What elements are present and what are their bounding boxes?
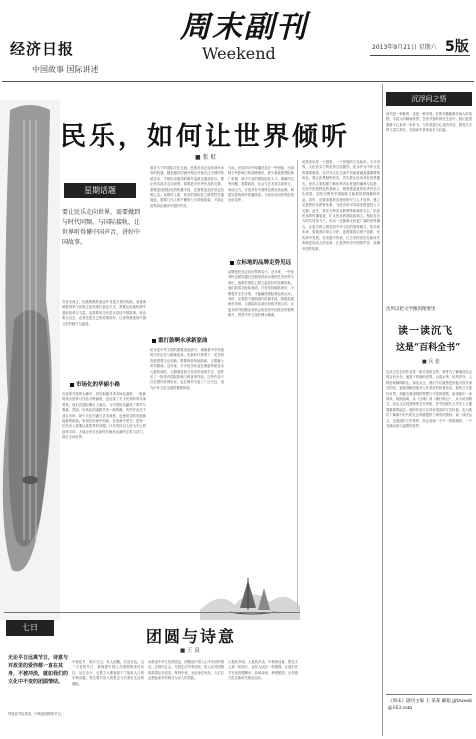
bottom-divider <box>4 612 300 613</box>
section-subtitle: Weekend <box>202 44 276 63</box>
bottom-author-name: 王 泉 <box>186 648 200 654</box>
column-divider-1 <box>297 160 298 610</box>
masthead-rule <box>370 55 470 56</box>
main-author <box>195 152 217 161</box>
pipa-illustration <box>0 100 60 620</box>
sidebar-divider <box>382 84 383 736</box>
subhead-marker <box>230 261 234 265</box>
header-divider <box>2 81 474 82</box>
masthead <box>0 0 476 82</box>
bottom-column-tag-label: 七日 <box>22 623 38 632</box>
bottom-headline: 团圆与诗意 <box>146 627 237 646</box>
sidebar-quote-intro: 沈所以把文学搬到理要里： <box>386 307 440 312</box>
paper-name: 经济日报 <box>10 40 75 58</box>
subhead-2-text: 重打鼓啊永承新家曲 <box>158 338 208 344</box>
body-column-1b: 在改革开放的大潮中，民乐积极寻求市场化道路，一批新的演出团体与作品不断涌现，也出现了不少优秀的青年演奏家。他们在国际舞台上演出，为中国民乐赢得了掌声与尊重。然而，市场化的道路并非一帆风顺，有些作品过于迎合市场，缺少文化内涵与艺术深度，也使民乐的发展面临新的挑战。如何在传承中创新，在创新中坚守，是每一位民乐人需要认真思考的问题。只有坚持以人民为中心的创作导向，才能让民乐在新时代焕发出新的生机与活力，真正走向世界。 <box>62 392 146 440</box>
subhead-3 <box>230 258 291 266</box>
author-mark: ■ <box>195 154 203 161</box>
bottom-lead: 无论平日远离节日，诗意与对故里的爱你都一直在其身，不被冲淡，就如我们的文化中不变的团圆情结。 <box>8 655 68 685</box>
subhead-marker <box>152 339 156 343</box>
bottom-author <box>180 646 200 654</box>
subhead-marker <box>70 383 74 387</box>
issue-date: 2013年9月21日 星期六 <box>372 44 437 51</box>
section-title: 周末副刊 <box>180 10 308 45</box>
subhead-2 <box>152 336 208 344</box>
landscape-illustration <box>200 560 300 620</box>
sidebar-author-name: 兵 张 <box>428 359 440 365</box>
sidebar-body-1: 读书是一种修养，也是一种享受。好的书籍能够开阔人的视野，丰富人的精神世界。在快节奏的现代生活中，我们更需要静下心来读一本好书，与作者进行心灵的对话，感受文字的力量与美好，在阅读中获得成长与启迪。 <box>386 112 472 133</box>
page-number: 5版 <box>445 39 469 55</box>
sidebar-editor-note: 《周末》副刊主编 王 某某 邮箱 jjrbweek@163.com <box>388 699 472 711</box>
subhead-3-text: 立标地的品牌走势见远 <box>236 260 292 266</box>
main-lead: 要让民乐走向世界，需要做到与时代同频，与国际接轨，让世界听得懂中国声音，讲好中国故事。 <box>62 209 141 246</box>
main-headline: 民乐，如何让世界倾听 <box>60 122 351 152</box>
body-column-4: 民族音乐是一个国家、一个民族的文化标识。当今世界，文化软实力的竞争日趋激烈，民乐作为中华文化的重要载体，在对外文化交流中扮演着越来越重要的角色。要让世界倾听民乐，首先要让民乐具有世界眼光。民乐人要积极了解世界音乐发展的潮流与趋势，在坚守民族特色的基础上，吸收借鉴世界优秀音乐文化成果，创作出既有中国韵味又能被世界理解的作品。同时，还要加强民乐理论研究与人才培养，建立完善的民乐教育体系，为民乐的可持续发展提供人才支撑。此外，要充分利用互联网等新媒体平台，拓宽民乐的传播渠道，扩大民乐的国际影响力。相信在各方的共同努力下，民乐一定能够走向更广阔的世界舞台，让更多的人感受到中华文化的独特魅力。民乐的未来，需要我们用心守护，更需要我们勇于创新，在传承中发展，在发展中传承，让古老的民乐在新时代奏响更加动人的乐章，让世界听见中国的声音，读懂中国的故事。 <box>302 160 380 251</box>
main-author-name: 张 虹 <box>202 154 217 161</box>
bottom-body-3: 诗意是中华文化的底色，团圆是中国人心中永恒的情结。在现代社会，尽管生活节奏加快，但人们对团圆的渴望从未改变。每到中秋，无论身在何处，人们总会想起家乡的明月与亲人的笑脸。 <box>148 660 224 681</box>
column-tag-main-label: 星期话题 <box>84 186 116 195</box>
sidebar-body-2: 沈从文先生的作品是一座丰富的宝库，被誉为了解湘西社会的百科全书。他笔下的湘西世界，山清水秀，民风淳朴，人物形象栩栩如生。读沈从文，我们不仅能感受到他对故乡深沉的爱，更能领略到他对人性美好的执着追求。他的文字质朴自然，却蕴含着深刻的思想与丰富的情感，值得我们一读再读，细细品味。从《边城》到《湘行散记》，从小说到散文，沈从文以其独特的艺术风格，在中国现代文学史上占据着重要的地位。他的作品不仅具有很高的文学价值，也为我们了解那个时代的社会风貌提供了珍贵的资料。读一读沈从文，走进他的文学世界，你会发现一个不一样的湘西，一个充满诗意与温情的世界。 <box>386 370 472 429</box>
body-column-2: 面对当下的国际文化交流，民族音乐正迎来前所未有的机遇。越来越多的海外观众开始关注中国的传统音乐，中国民乐团体的海外巡演也屡获好评。要让民乐真正走向世界，需要更多优秀作品的支撑，需要更加国际化的传播手段，还需要更加开放包容的心态。从整体上看，民乐的国际化之路依然任重道远，需要几代人的不懈努力与持续探索，才能让世界真正倾听中国的声音。 <box>150 166 224 208</box>
bottom-body-4: 月是故乡明，人是故乡亲。中秋的诗意，既在天上那一轮明月，也在人间这一份团圆。让我们在节日里放慢脚步，品味诗意，珍惜团圆，让传统文化在新时代焕发光彩。 <box>228 660 298 681</box>
paper-motto: 中国故事 国际讲述 <box>32 65 99 74</box>
bottom-body-2: 中秋佳节，明月当空，家人团聚，共赏月色。这一古老的节日，承载着中国人对团圆的美好向往。从古至今，无数文人墨客留下了脍炙人口的中秋诗篇，寄托着对亲人的思念与对美好生活的期盼。 <box>72 660 144 686</box>
body-column-3: 当前，民乐的对外传播还存在一些短板，比如缺少有影响力的品牌团体，缺少系统的国际推广机制，缺少专业的国际经纪人才。要解决这些问题，需要政府、社会与艺术家共同努力，形成合力，打造具有中国特色的民乐品牌，构建完善的海外传播体系，为民乐走向世界创造良好条件。 <box>228 166 294 203</box>
subhead-1-text: 市场化的华丽小路 <box>76 382 121 388</box>
body-column-3b: 品牌是民乐走向世界的名片。近年来，一些优秀民乐团体通过长期坚持高水准的艺术创作与演出，逐渐在国际上树立起良好的品牌形象。他们的成功经验表明，只有坚持精品意识，不断提升艺术水准，才能赢得国际观众的认可。同时，还要善于借助现代传媒手段，积极拓展海外市场，与国际知名演出机构开展合作，让更多的外国观众有机会欣赏到中国民乐的独特魅力，感受中华文化的博大精深。 <box>228 270 294 318</box>
sidebar-author <box>422 358 440 365</box>
sidebar-header <box>386 92 472 106</box>
body-column-1: 对音乐而言，民族情感的表达并非是古老的传统，而是承载着国家与民族文化的现代表达方式，需要从民族传统中汲取营养与力量，也需要用当代语言讲述中国故事。民乐要走出去，必须先把自己的故事讲好，让世界感受到中国文化的魅力与温度。 <box>62 300 146 326</box>
author-mark: ■ <box>180 648 187 654</box>
column-tag-main <box>64 183 136 198</box>
sidebar-essay-title: 读一读沉飞 <box>398 326 453 337</box>
bottom-column-tag <box>6 620 54 636</box>
body-column-2b: 民乐是中华文明的重要组成部分，承载着中华民族的历史记忆与精神追求。在新时代背景下，民乐的发展需要守正创新，既要保持传统韵味，又要融入时代精神。近年来，许多民乐作品在保留传统音乐元素的同时，大胆借鉴西方音乐的表现手法，创作出了一批具有国际影响力的优秀作品。这些作品不仅在国内获得好评，也在海外引起了广泛关注，成为中外文化交流的重要桥梁。 <box>150 348 224 390</box>
subhead-1 <box>70 380 120 388</box>
sidebar-footer-divider <box>386 694 472 695</box>
sidebar-column-name: 沉浮问之悟 <box>411 95 447 103</box>
author-mark: ■ <box>422 359 429 365</box>
bottom-body-1: 每逢佳节倍思亲，中秋是团圆的节日。 <box>8 712 65 716</box>
sidebar-essay-subtitle: 这是“百科全书” <box>396 343 461 353</box>
